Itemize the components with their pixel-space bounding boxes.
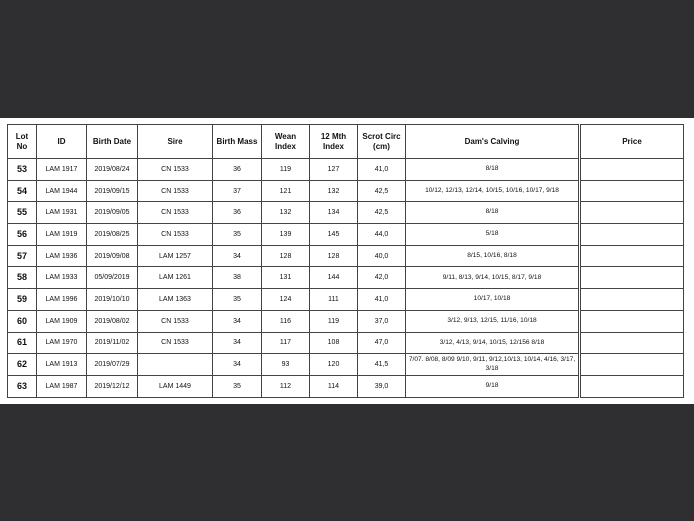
cell-sire [138,354,213,376]
cell-dams-calving: 10/17, 10/18 [406,289,580,311]
cell-sire: LAM 1261 [138,267,213,289]
cell-lot-no: 60 [8,310,37,332]
cell-birth-mass: 34 [213,245,262,267]
cell-price [580,289,684,311]
header-id: ID [37,125,87,159]
cell-id: LAM 1917 [37,159,87,181]
cell-birth-mass: 34 [213,310,262,332]
table-row [8,375,684,397]
table-row [8,267,684,289]
cell-12mth-index: 127 [310,159,358,181]
header-row [8,125,684,159]
cell-wean-index: 139 [262,224,310,246]
cell-birth-mass: 34 [213,354,262,376]
cell-id: LAM 1970 [37,332,87,354]
cell-birth-date: 2019/11/02 [87,332,138,354]
header-12mth-index: 12 Mth Index [310,125,358,159]
cell-sire: LAM 1363 [138,289,213,311]
cell-birth-mass: 36 [213,202,262,224]
cell-wean-index: 117 [262,332,310,354]
cell-sire: LAM 1449 [138,375,213,397]
header-lot-no: Lot No [8,125,37,159]
cell-birth-date: 2019/09/15 [87,180,138,202]
cell-price [580,224,684,246]
cell-id: LAM 1931 [37,202,87,224]
cell-birth-date: 2019/07/29 [87,354,138,376]
cell-12mth-index: 145 [310,224,358,246]
cell-lot-no: 55 [8,202,37,224]
cell-birth-mass: 35 [213,289,262,311]
cell-price [580,267,684,289]
cell-dams-calving: 9/11, 8/13, 9/14, 10/15, 8/17, 9/18 [406,267,580,289]
header-dams-calving: Dam's Calving [406,125,580,159]
cell-lot-no: 54 [8,180,37,202]
cell-sire: CN 1533 [138,202,213,224]
header-birth-mass: Birth Mass [213,125,262,159]
cell-lot-no: 62 [8,354,37,376]
cell-lot-no: 53 [8,159,37,181]
cell-birth-mass: 35 [213,224,262,246]
cell-birth-date: 2019/10/10 [87,289,138,311]
cell-wean-index: 119 [262,159,310,181]
cell-lot-no: 56 [8,224,37,246]
header-wean-index: Wean Index [262,125,310,159]
cell-12mth-index: 144 [310,267,358,289]
cell-birth-date: 2019/08/24 [87,159,138,181]
table-row [8,289,684,311]
cell-wean-index: 131 [262,267,310,289]
cell-12mth-index: 114 [310,375,358,397]
cell-wean-index: 128 [262,245,310,267]
cell-birth-date: 2019/08/25 [87,224,138,246]
table-row [8,354,684,376]
cell-sire: CN 1533 [138,159,213,181]
cell-wean-index: 112 [262,375,310,397]
table-row [8,332,684,354]
cell-12mth-index: 111 [310,289,358,311]
table-row [8,202,684,224]
table-row [8,224,684,246]
cell-wean-index: 132 [262,202,310,224]
cell-12mth-index: 132 [310,180,358,202]
cell-dams-calving: 10/12, 12/13, 12/14, 10/15, 10/16, 10/17, 9/18 [406,180,580,202]
cell-price [580,245,684,267]
cell-12mth-index: 119 [310,310,358,332]
table-row [8,245,684,267]
cell-sire: CN 1533 [138,310,213,332]
table-row [8,180,684,202]
cell-dams-calving: 8/18 [406,159,580,181]
cell-12mth-index: 120 [310,354,358,376]
cell-birth-mass: 34 [213,332,262,354]
cell-wean-index: 124 [262,289,310,311]
cell-scrot-circ: 47,0 [358,332,406,354]
cell-12mth-index: 134 [310,202,358,224]
cell-dams-calving: 8/15, 10/16, 8/18 [406,245,580,267]
cell-birth-mass: 38 [213,267,262,289]
cell-birth-date: 2019/09/05 [87,202,138,224]
cell-dams-calving: 7/07. 8/08, 8/09 9/10, 9/11, 9/12,10/13, 10/14, 4/16, 3/17, 3/18 [406,354,580,376]
cell-sire: CN 1533 [138,332,213,354]
document-page [0,118,694,404]
cell-sire: LAM 1257 [138,245,213,267]
cell-lot-no: 59 [8,289,37,311]
cell-dams-calving: 8/18 [406,202,580,224]
cell-lot-no: 58 [8,267,37,289]
table-row [8,310,684,332]
cell-scrot-circ: 39,0 [358,375,406,397]
cell-birth-mass: 36 [213,159,262,181]
cell-dams-calving: 5/18 [406,224,580,246]
cell-birth-date: 05/09/2019 [87,267,138,289]
cell-scrot-circ: 42,5 [358,202,406,224]
cell-scrot-circ: 41,0 [358,159,406,181]
cell-lot-no: 57 [8,245,37,267]
header-sire: Sire [138,125,213,159]
cell-scrot-circ: 44,0 [358,224,406,246]
cell-scrot-circ: 41,0 [358,289,406,311]
cell-lot-no: 63 [8,375,37,397]
cell-dams-calving: 3/12, 9/13, 12/15, 11/16, 10/18 [406,310,580,332]
cell-price [580,202,684,224]
cell-12mth-index: 128 [310,245,358,267]
cell-birth-mass: 37 [213,180,262,202]
header-scrot-circ: Scrot Circ (cm) [358,125,406,159]
header-birth-date: Birth Date [87,125,138,159]
cell-wean-index: 121 [262,180,310,202]
cell-birth-mass: 35 [213,375,262,397]
cell-price [580,375,684,397]
table-row [8,159,684,181]
header-price: Price [580,125,684,159]
cell-scrot-circ: 37,0 [358,310,406,332]
cell-price [580,332,684,354]
cell-id: LAM 1944 [37,180,87,202]
cell-scrot-circ: 42,0 [358,267,406,289]
cell-scrot-circ: 42,5 [358,180,406,202]
cell-id: LAM 1909 [37,310,87,332]
cell-sire: CN 1533 [138,224,213,246]
cell-id: LAM 1996 [37,289,87,311]
cell-scrot-circ: 41,5 [358,354,406,376]
cell-wean-index: 93 [262,354,310,376]
cell-price [580,310,684,332]
table-body [8,159,684,398]
cell-price [580,180,684,202]
cell-dams-calving: 3/12, 4/13, 9/14, 10/15, 12/156 8/18 [406,332,580,354]
cell-price [580,159,684,181]
lot-table [7,124,684,398]
cell-12mth-index: 108 [310,332,358,354]
cell-scrot-circ: 40,0 [358,245,406,267]
cell-id: LAM 1913 [37,354,87,376]
cell-birth-date: 2019/08/02 [87,310,138,332]
cell-dams-calving: 9/18 [406,375,580,397]
cell-birth-date: 2019/09/08 [87,245,138,267]
cell-lot-no: 61 [8,332,37,354]
cell-id: LAM 1919 [37,224,87,246]
cell-wean-index: 116 [262,310,310,332]
cell-id: LAM 1933 [37,267,87,289]
cell-birth-date: 2019/12/12 [87,375,138,397]
cell-price [580,354,684,376]
cell-sire: CN 1533 [138,180,213,202]
cell-id: LAM 1987 [37,375,87,397]
cell-id: LAM 1936 [37,245,87,267]
